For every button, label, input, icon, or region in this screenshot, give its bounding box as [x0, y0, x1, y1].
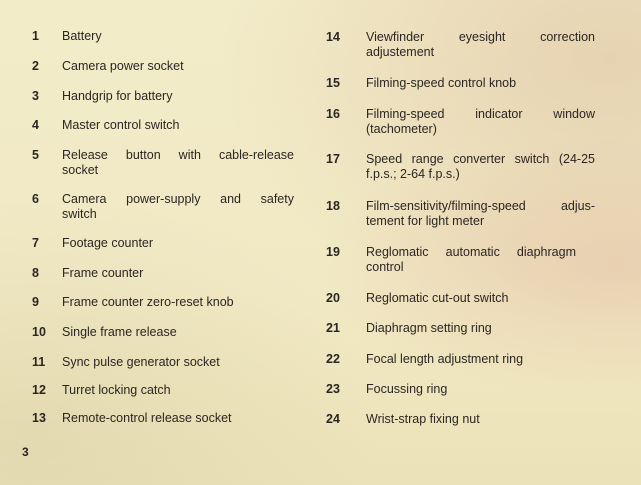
item-label: Sync pulse generator socket — [62, 355, 220, 369]
item-label: Reglomatic automatic diaphragm — [366, 245, 576, 259]
item-label: Single frame release — [62, 325, 177, 339]
item-number: 19 — [326, 245, 340, 259]
item-label: Footage counter — [62, 236, 154, 250]
item-number: 4 — [32, 118, 39, 132]
item-number: 20 — [326, 291, 340, 305]
item-label: Remote-control release socket — [62, 411, 232, 425]
item-number: 23 — [326, 382, 340, 396]
item-label: Diaphragm setting ring — [366, 321, 492, 335]
item-label-continued: socket — [62, 163, 99, 177]
item-label-continued: control — [366, 260, 404, 274]
item-number: 18 — [326, 199, 340, 213]
item-number: 10 — [32, 325, 46, 339]
page-number: 3 — [22, 445, 29, 459]
item-number: 22 — [326, 352, 340, 366]
item-label: Turret locking catch — [62, 383, 171, 397]
item-label-continued: f.p.s.; 2-64 f.p.s.) — [366, 167, 460, 181]
item-number: 1 — [32, 29, 39, 43]
item-label: Handgrip for battery — [62, 89, 173, 103]
item-label: Focal length adjustment ring — [366, 352, 524, 366]
item-label: Wrist-strap fixing nut — [366, 412, 480, 426]
item-number: 9 — [32, 295, 39, 309]
item-label-continued: tement for light meter — [366, 214, 485, 228]
item-number: 2 — [32, 59, 39, 73]
item-number: 21 — [326, 321, 340, 335]
item-number: 7 — [32, 236, 39, 250]
item-number: 14 — [326, 30, 340, 44]
item-label: Viewfinder eyesight correction — [366, 30, 595, 44]
item-number: 5 — [32, 148, 39, 162]
item-label: Filming-speed control knob — [366, 76, 517, 90]
item-label: Battery — [62, 29, 102, 43]
item-number: 11 — [32, 355, 46, 369]
item-number: 17 — [326, 152, 340, 166]
item-number: 3 — [32, 89, 39, 103]
item-label: Frame counter — [62, 266, 144, 280]
item-label: Focussing ring — [366, 382, 448, 396]
item-number: 6 — [32, 192, 39, 206]
item-label: Camera power-supply and safety — [62, 192, 294, 206]
item-label: Reglomatic cut-out switch — [366, 291, 509, 305]
item-label: Frame counter zero-reset knob — [62, 295, 234, 309]
item-number: 12 — [32, 383, 46, 397]
item-number: 16 — [326, 107, 340, 121]
item-number: 15 — [326, 76, 340, 90]
item-label: Master control switch — [62, 118, 180, 132]
item-label-continued: adjustement — [366, 45, 435, 59]
item-number: 13 — [32, 411, 46, 425]
item-label: Release button with cable-release — [62, 148, 294, 162]
item-label: Film-sensitivity/filming-speed adjus- — [366, 199, 595, 213]
item-label: Filming-speed indicator window — [366, 107, 595, 121]
item-label-continued: switch — [62, 207, 97, 221]
item-number: 8 — [32, 266, 39, 280]
item-label: Speed range converter switch (24-25 — [366, 152, 595, 166]
item-number: 24 — [326, 412, 340, 426]
item-label: Camera power socket — [62, 59, 184, 73]
item-label-continued: (tachometer) — [366, 122, 437, 136]
